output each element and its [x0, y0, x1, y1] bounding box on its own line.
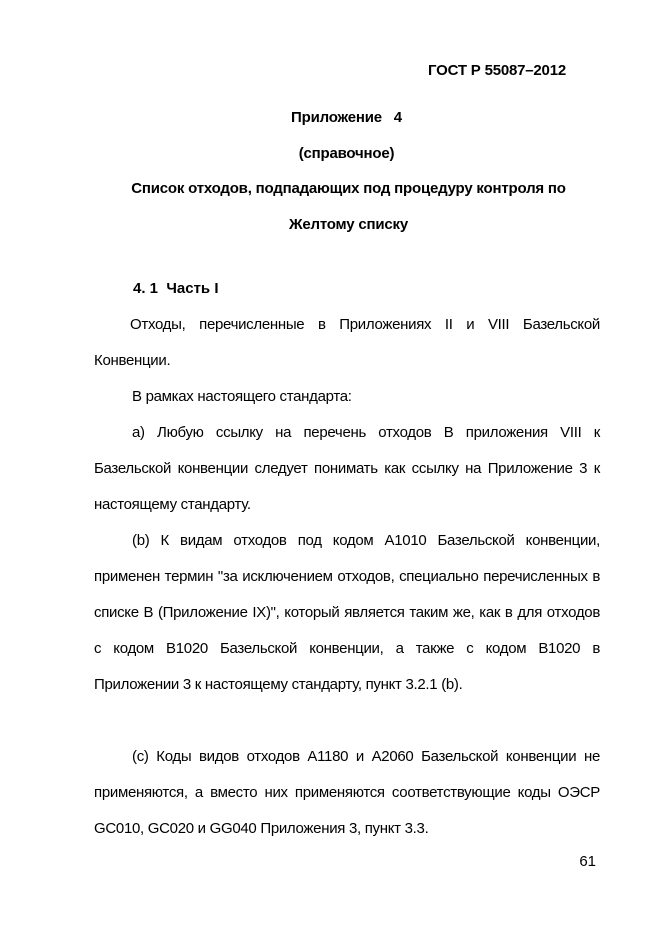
paragraph-item-a	[94, 415, 600, 523]
paragraph-text: а) Любую ссылку на перечень отходов В приложения VIII к Базельской конвенции следует понимать как ссылку на Приложение 3 к настоящему стандарту.	[94, 424, 600, 513]
paragraph-text: Отходы, перечисленные в Приложениях II и VIII Базельской Конвенции.	[94, 316, 600, 369]
section-heading: 4. 1 Часть I	[133, 280, 219, 297]
standard-code: ГОСТ Р 55087–2012	[428, 62, 566, 79]
paragraph-item-b	[94, 523, 600, 703]
list-title-line-1: Список отходов, подпадающих под процедуру контроля по	[131, 180, 566, 197]
paragraph-conventions	[94, 307, 600, 379]
appendix-type: (справочное)	[298, 145, 395, 162]
paragraph-text: В рамках настоящего стандарта:	[132, 388, 352, 405]
paragraph-text: (b) К видам отходов под кодом А1010 Базельской конвенции, применен термин "за исключением отходов, специально перечисленных в списке В (Приложение IX)", который является таким же, как в для отходов с кодом В1020 Базельской конвенции, а также с кодом В1020 в Приложении 3 к настоящему стандарту, пункт 3.2.1 (b).	[94, 532, 600, 693]
paragraph-item-c	[94, 739, 612, 847]
paragraph-text: (c) Коды видов отходов А1180 и А2060 Базельской конвенции не применяются, а вместо них применяются соответствующие коды ОЭСР GC010, GC020 и GG040 Приложения 3, пункт 3.3.	[94, 748, 612, 837]
appendix-title: Приложение 4	[291, 109, 402, 126]
paragraph-scope	[94, 379, 600, 415]
list-title-line-2: Желтому списку	[289, 216, 408, 233]
page-number: 61	[579, 853, 596, 870]
